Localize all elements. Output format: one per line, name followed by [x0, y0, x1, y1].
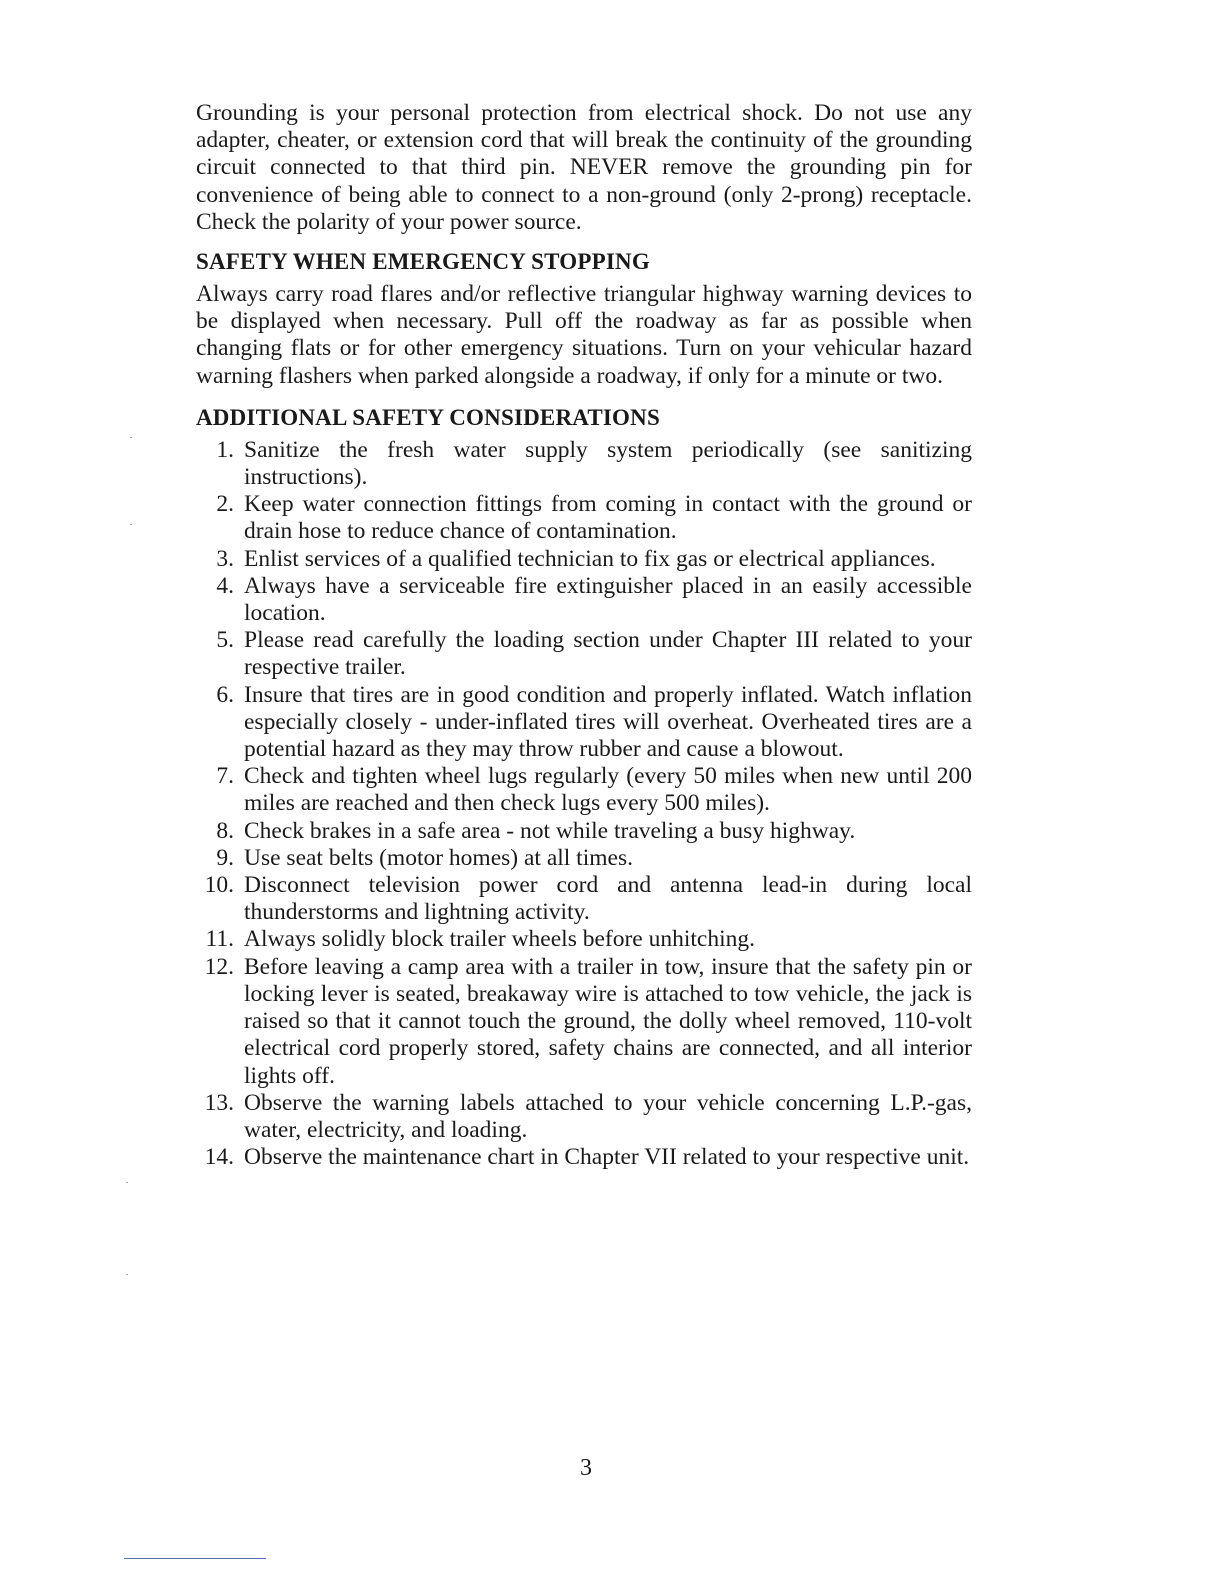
list-item-number: 4. — [216, 572, 234, 599]
list-item-number: 6. — [216, 681, 234, 708]
list-item-text: Always solidly block trailer wheels before unhitching. — [244, 926, 755, 953]
scan-speck — [126, 1274, 128, 1275]
list-item — [196, 872, 972, 926]
emergency-paragraph: Always carry road flares and/or reflective triangular highway warning devices to be displayed when necessary. Pull off the roadway as far as possible when changing flats or for other emergency situations. Turn on your vehicular hazard warning flashers when parked alongside a roadway, if only for a minute or two. — [196, 281, 972, 389]
list-item-text: Please read carefully the loading section under Chapter III related to your respective trailer. — [244, 627, 972, 681]
list-item-text: Enlist services of a qualified technician to fix gas or electrical appliances. — [244, 545, 936, 572]
list-item-number: 3. — [216, 545, 234, 572]
list-item — [196, 546, 972, 573]
list-item — [196, 818, 972, 845]
list-item — [196, 1144, 972, 1171]
list-item-number: 5. — [216, 627, 234, 654]
intro-paragraph: Grounding is your personal protection from electrical shock. Do not use any adapter, cheater, or extension cord that will break the continuity of the grounding circuit connected to that third pin. NEVER remove the grounding pin for convenience of being able to connect to a non-ground (only 2-prong) receptacle. Check the polarity of your power source. — [196, 100, 972, 235]
list-item-text: Insure that tires are in good condition and properly inflated. Watch inflation especially closely - under-inflated tires will overheat. Overheated tires are a potential hazard as they may throw rubber and cause a blowout. — [244, 681, 972, 763]
list-item-number: 2. — [216, 491, 234, 518]
list-item — [196, 437, 972, 491]
list-item-number: 9. — [216, 844, 234, 871]
list-item-number: 10. — [204, 872, 234, 899]
list-item — [196, 926, 972, 953]
list-item-text: Observe the warning labels attached to your vehicle concerning L.P.-gas, water, electricity, and loading. — [244, 1089, 972, 1143]
list-item-text: Check and tighten wheel lugs regularly (every 50 miles when new until 200 miles are reached and then check lugs every 500 miles). — [244, 763, 972, 817]
list-item-number: 8. — [216, 817, 234, 844]
scan-speck — [126, 1182, 128, 1183]
list-item-text: Sanitize the fresh water supply system periodically (see sanitizing instructions). — [244, 436, 972, 491]
list-item — [196, 845, 972, 872]
list-item-text: Always have a serviceable fire extinguisher placed in an easily accessible location. — [244, 572, 972, 627]
list-item-text: Use seat belts (motor homes) at all times. — [244, 844, 633, 871]
list-item-number: 7. — [216, 763, 234, 790]
list-item — [196, 491, 972, 545]
list-item-text: Before leaving a camp area with a trailer in tow, insure that the safety pin or locking lever is seated, breakaway wire is attached to tow vehicle, the jack is raised so that it cannot touch the ground, the dolly wheel removed, 110-volt electrical cord properly stored, safety chains are connected, and all interior lights off. — [244, 953, 972, 1089]
list-item-text: Observe the maintenance chart in Chapter VII related to your respective unit. — [244, 1144, 970, 1171]
list-item-number: 14. — [204, 1144, 234, 1171]
additional-heading: ADDITIONAL SAFETY CONSIDERATIONS — [196, 404, 660, 430]
scan-speck — [130, 437, 132, 438]
safety-list — [196, 437, 972, 1171]
list-item-text: Check brakes in a safe area - not while traveling a busy highway. — [244, 817, 856, 844]
list-item — [196, 954, 972, 1090]
scan-speck — [130, 524, 132, 525]
bottom-rule — [124, 1558, 266, 1559]
list-item-number: 11. — [205, 926, 234, 953]
list-item — [196, 573, 972, 627]
document-page — [196, 100, 972, 1171]
list-item-number: 12. — [204, 953, 234, 980]
list-item-text: Disconnect television power cord and antenna lead-in during local thunderstorms and lightning activity. — [244, 872, 972, 926]
list-item — [196, 627, 972, 681]
emergency-heading: SAFETY WHEN EMERGENCY STOPPING — [196, 249, 650, 275]
list-item-number: 13. — [204, 1089, 234, 1116]
list-item-number: 1. — [216, 436, 234, 463]
list-item — [196, 682, 972, 764]
list-item — [196, 1090, 972, 1144]
list-item — [196, 763, 972, 817]
page-number: 3 — [580, 1455, 592, 1481]
list-item-text: Keep water connection fittings from coming in contact with the ground or drain hose to reduce chance of contamination. — [244, 491, 972, 545]
